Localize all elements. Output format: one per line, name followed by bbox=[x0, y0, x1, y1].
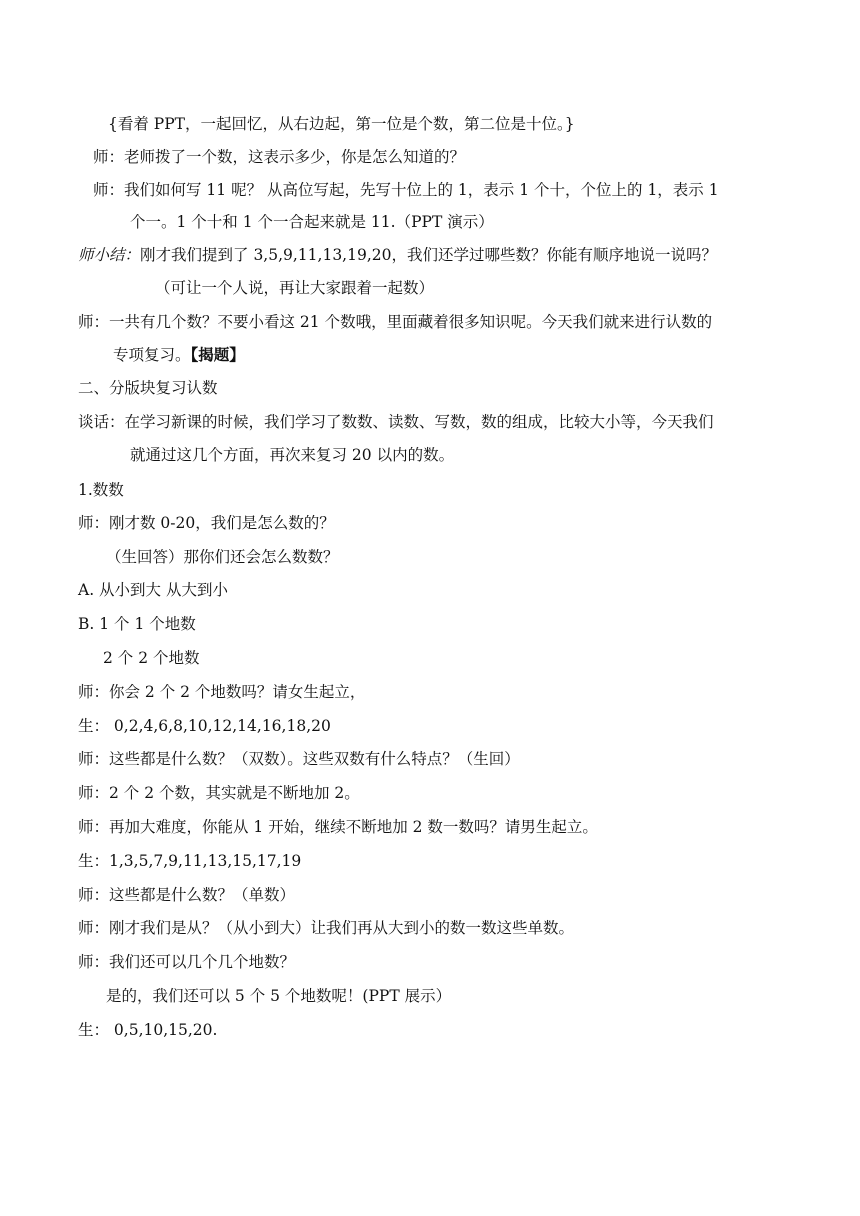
text-line-17: 2 个 2 个地数 bbox=[103, 649, 200, 667]
text-line-16: B. 1 个 1 个地数 bbox=[78, 615, 196, 633]
text-line-2: 师：老师拨了一个数，这表示多少，你是怎么知道的？ bbox=[93, 148, 466, 166]
text-line-27: 是的，我们还可以 5 个 5 个地数呢！(PPT 展示） bbox=[106, 987, 452, 1005]
text-line-3: 师：我们如何写 11 呢？ 从高位写起，先写十位上的 1，表示 1 个十，个位上的 1，表示 1 bbox=[93, 181, 719, 199]
section-heading: 二、分版块复习认数 bbox=[78, 379, 218, 397]
text-line-20: 师：这些都是什么数？（双数）。这些双数有什么特点？（生回） bbox=[78, 750, 520, 768]
text-line-19: 生： 0,2,4,6,8,10,12,14,16,18,20 bbox=[78, 717, 331, 735]
summary-label: 师小结： bbox=[78, 246, 141, 264]
review-text: 专项复习。 bbox=[113, 346, 191, 364]
text-line-14: （生回答）那你们还会怎么数数？ bbox=[106, 548, 339, 566]
text-line-8 bbox=[113, 345, 245, 365]
text-line-21: 师：2 个 2 个数，其实就是不断地加 2。 bbox=[78, 784, 360, 802]
text-line-28: 生： 0,5,10,15,20. bbox=[78, 1021, 218, 1039]
text-line-1: {看着 PPT，一起回忆，从右边起，第一位是个数，第二位是十位。} bbox=[108, 115, 575, 133]
text-line-26: 师：我们还可以几个几个地数？ bbox=[78, 953, 296, 971]
text-line-25: 师：刚才我们是从？（从小到大）让我们再从大到小的数一数这些单数。 bbox=[78, 919, 575, 937]
text-line-18: 师：你会 2 个 2 个地数吗？请女生起立， bbox=[78, 683, 366, 701]
text-line-22: 师：再加大难度，你能从 1 开始，继续不断地加 2 数一数吗？请男生起立。 bbox=[78, 818, 598, 836]
text-line-10: 谈话：在学习新课的时候，我们学习了数数、读数、写数，数的组成，比较大小等，今天我们 bbox=[78, 413, 714, 431]
text-line-7: 师：一共有几个数？不要小看这 21 个数哦，里面藏着很多知识呢。今天我们就来进行认数的 bbox=[78, 313, 713, 331]
text-line-13: 师：刚才数 0-20，我们是怎么数的？ bbox=[78, 514, 335, 532]
text-line-4: 个一。1 个十和 1 个一合起来就是 11.（PPT 演示） bbox=[130, 213, 494, 231]
subsection-heading: 1.数数 bbox=[78, 481, 124, 499]
summary-text: 刚才我们提到了 3,5,9,11,13,19,20，我们还学过哪些数？你能有顺序地说一说吗？ bbox=[140, 246, 717, 264]
text-line-11: 就通过这几个方面，再次来复习 20 以内的数。 bbox=[130, 446, 455, 464]
text-line-6: （可让一个人说，再让大家跟着一起数） bbox=[155, 279, 435, 297]
topic-tag: 【揭题】 bbox=[190, 345, 245, 364]
text-line-23: 生：1,3,5,7,9,11,13,15,17,19 bbox=[78, 852, 302, 870]
text-line-15: A. 从小到大 从大到小 bbox=[78, 581, 228, 599]
summary-line bbox=[78, 245, 717, 265]
text-line-24: 师：这些都是什么数？（单数） bbox=[78, 886, 296, 904]
